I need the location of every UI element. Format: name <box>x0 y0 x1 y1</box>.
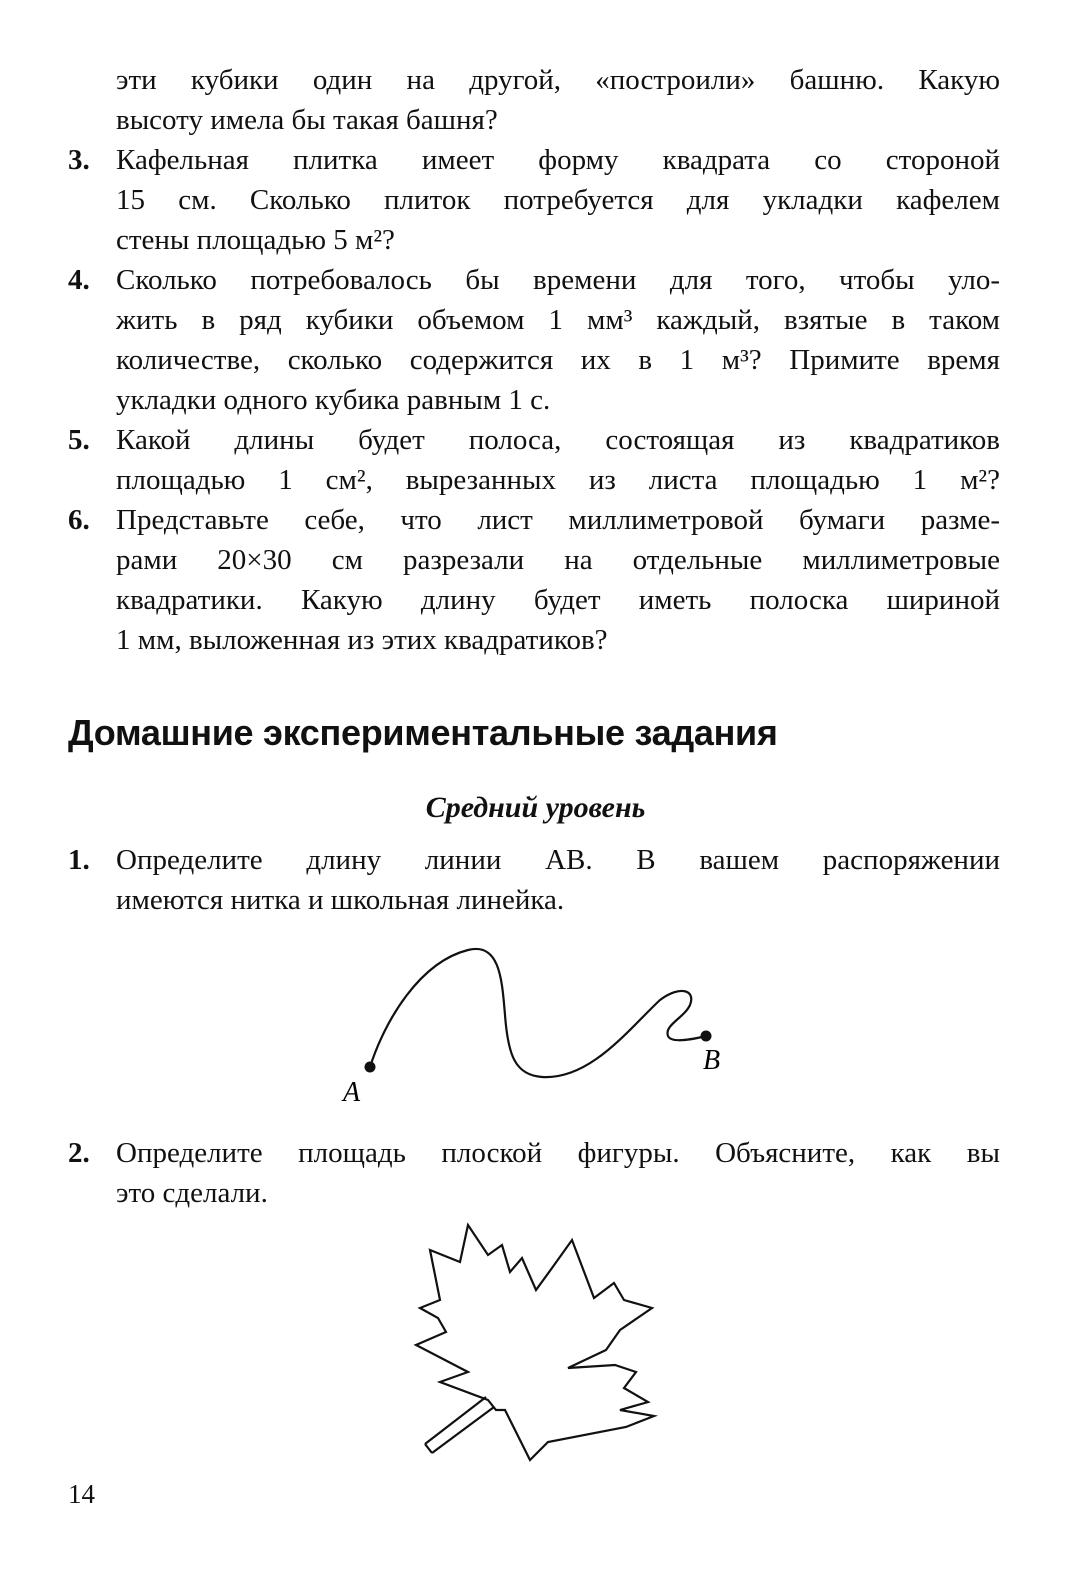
text-line: Определите площадь плоской фигуры. Объясните, как вы <box>116 1137 1000 1169</box>
text-line: 1 мм, выложенная из этих квадратиков? <box>116 624 608 656</box>
text-line: Сколько потребовалось бы времени для того, чтобы уло- <box>116 264 1000 296</box>
level-subheading: Средний уровень <box>425 791 646 824</box>
text-line: Определите длину линии AB. В вашем распоряжении <box>116 844 1000 876</box>
point-b-label: B <box>703 1045 721 1076</box>
text-line: Кафельная плитка имеет форму квадрата со стороной <box>116 144 1000 176</box>
problem-6-number: 6. <box>68 504 90 536</box>
task-2-number: 2. <box>68 1137 90 1169</box>
text-line: стены площадью 5 м²? <box>116 224 395 256</box>
text-line: укладки одного кубика равным 1 с. <box>116 384 551 416</box>
point-a-label: A <box>343 1077 361 1108</box>
problem-4-number: 4. <box>68 264 90 296</box>
page-number: 14 <box>68 1479 95 1509</box>
text-line: это сделали. <box>116 1177 268 1209</box>
text-line: жить в ряд кубики объемом 1 мм³ каждый, взятые в таком <box>116 304 1000 336</box>
leaf-stem-tip <box>425 1444 432 1453</box>
text-line: имеются нитка и школьная линейка. <box>116 884 565 916</box>
text-line: рами 20×30 см разрезали на отдельные миллиметровые <box>116 544 1000 576</box>
text-line: Представьте себе, что лист миллиметровой бумаги разме- <box>116 504 1000 536</box>
text-line: 15 см. Сколько плиток потребуется для укладки кафелем <box>116 184 1000 216</box>
problem-3-number: 3. <box>68 144 90 176</box>
section-heading: Домашние экспериментальные задания <box>68 712 778 753</box>
task-1-number: 1. <box>68 844 90 876</box>
text-line: площадью 1 см², вырезанных из листа площадью 1 м²? <box>116 464 1000 496</box>
text-line: эти кубики один на другой, «построили» башню. Какую <box>116 64 1000 96</box>
text-line: Какой длины будет полоса, состоящая из квадратиков <box>116 424 1000 456</box>
text-line: количестве, сколько содержится их в 1 м³? Примите время <box>116 344 1000 376</box>
text-line: квадратики. Какую длину будет иметь полоска шириной <box>116 584 1000 616</box>
problem-5-number: 5. <box>68 424 90 456</box>
text-line: высоту имела бы такая башня? <box>116 104 498 136</box>
